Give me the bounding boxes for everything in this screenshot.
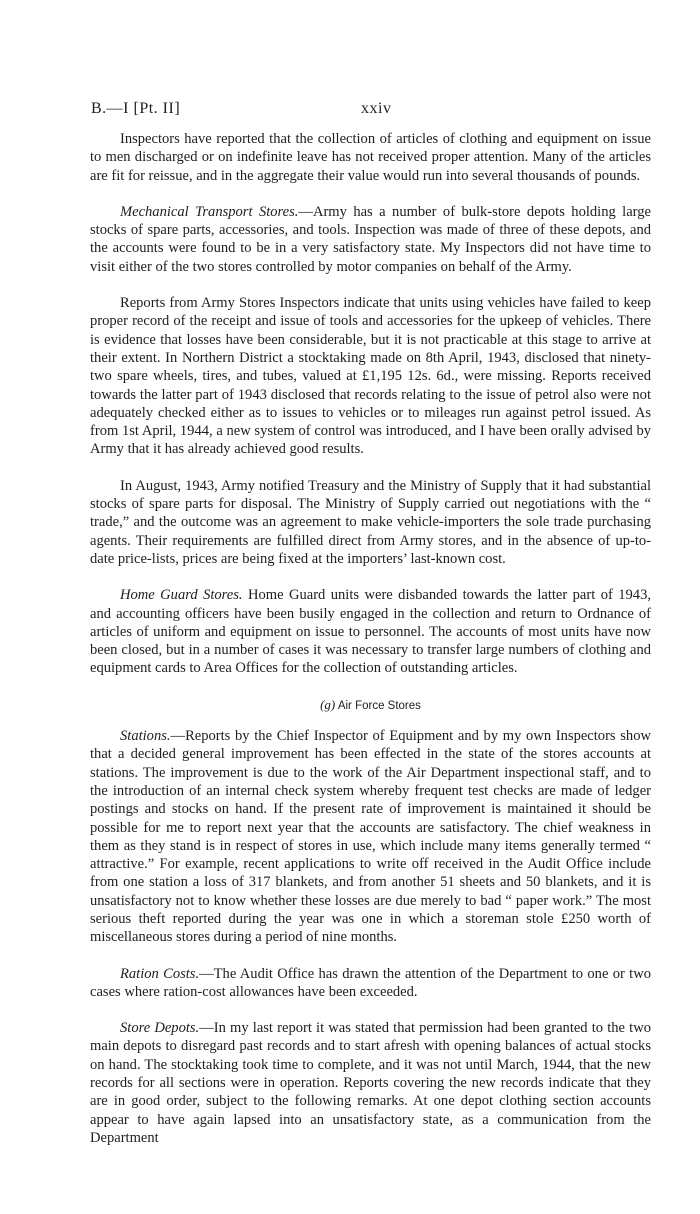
paragraph-lead: Mechanical Transport Stores.: [120, 203, 299, 220]
section-letter: (g): [320, 696, 336, 712]
page-number: xxiv: [361, 100, 392, 117]
paragraph-lead: Stations.: [120, 728, 171, 745]
paragraph-home-guard: [90, 586, 651, 677]
paragraph-mechanical-transport: [90, 203, 651, 276]
paragraph-lead: Ration Costs.: [120, 965, 200, 982]
paragraph-spare-parts-disposal: [90, 477, 651, 568]
document-reference: B.—I [Pt. II]: [91, 100, 181, 117]
paragraph-text: —Reports by the Chief Inspector of Equipment and by my own Inspectors show that a decided general improvement has been effected in the state of the stores accounts at stations. The improvement is due to the work of the Air Department inspectional staff, and to the introduction of an internal check system whereby frequent test checks are made of ledger postings and stocks on hand. If the present rate of improvement is maintained it should be possible for me to report next year that the accounts are satisfactory. The chief weakness in them as they stand is in respect of stores in use, which include many items generally termed “ attractive.” For example, recent applications to write off received in the Audit Office include from one station a loss of 317 blankets, and from another 51 sheets and 50 blankets, and it is unsatisfactory not to know whether these losses are due merely to bad “ paper work.” The most serious theft reported during the year was one in which a storeman stole £250 worth of miscellaneous stores during a period of nine months.: [90, 728, 651, 946]
paragraph-text: In August, 1943, Army notified Treasury and the Ministry of Supply that it had substantial stocks of spare parts for disposal. The Ministry of Supply carried out negotiations with the “ trade,” and the outcome was an agreement to make vehicle-importers the sole trade purchasing agents. Their requirements are fulfilled direct from Army stores, and in the absence of up-to-date price-lists, prices are being fixed at the importers’ last-known cost.: [90, 477, 651, 567]
section-heading-air-force-stores: [90, 696, 651, 715]
paragraph-clothing-collection: [90, 130, 651, 185]
document-body: [90, 130, 651, 1165]
section-title: Air Force Stores: [337, 699, 421, 712]
paragraph-lead: Store Depots.: [120, 1020, 200, 1037]
paragraph-text: Reports from Army Stores Inspectors indicate that units using vehicles have failed to keep proper record of the receipt and issue of tools and accessories for the upkeep of vehicles. There is evidence that losses have been considerable, but it is not practicable at this stage to arrive at their extent. In Northern District a stocktaking made on 8th April, 1943, disclosed that ninety-two spare wheels, tires, and tubes, valued at £1,195 12s. 6d., were missing. Reports received towards the latter part of 1943 disclosed that records relating to the issue of petrol also were not adequately checked either as to issues to vehicles or to mileages run against petrol issued. As from 1st April, 1944, a new system of control was introduced, and I have been orally advised by Army that it has already achieved good results.: [90, 295, 651, 458]
paragraph-vehicle-reports: [90, 294, 651, 459]
paragraph-ration-costs: [90, 965, 651, 1002]
paragraph-text: —In my last report it was stated that permission had been granted to the two main depots to disregard past records and to start afresh with opening balances of actual stocks on hand. The stocktaking took time to complete, and it was not until March, 1944, that the new records for all sections were in operation. Reports covering the new records indicate that they are in good order, subject to the following remarks. At one depot clothing section accounts appear to have again lapsed into an unsatisfactory state, as a communication from the Department: [90, 1020, 651, 1146]
paragraph-store-depots: [90, 1019, 651, 1147]
paragraph-text: —Army has a number of bulk-store depots holding large stocks of spare parts, accessories, and tools. Inspection was made of three of these depots, and the accounts were found to be in a very satisfactory state. My Inspectors did not have time to visit either of the two stores controlled by motor companies on behalf of the Army.: [90, 203, 651, 275]
paragraph-lead: Home Guard Stores.: [120, 587, 243, 604]
paragraph-text: —The Audit Office has drawn the attention of the Department to one or two cases where ration-cost allowances have been exceeded.: [90, 965, 652, 1000]
paragraph-text: Inspectors have reported that the collection of articles of clothing and equipment on issue to men discharged or on indefinite leave has not received proper attention. Many of the articles are fit for reissue, and in the aggregate their value would run into several thousands of pounds.: [90, 131, 651, 184]
paragraph-text: Home Guard units were disbanded towards the latter part of 1943, and accounting officers have been busily engaged in the collection and return to Ordnance of articles of uniform and equipment on issue to personnel. The accounts of most units have now been closed, but in a number of cases it was necessary to transfer large numbers of clothing and equipment cards to Area Offices for the collection of outstanding articles.: [90, 587, 651, 677]
paragraph-stations: [90, 727, 651, 947]
page-header: [91, 100, 651, 126]
